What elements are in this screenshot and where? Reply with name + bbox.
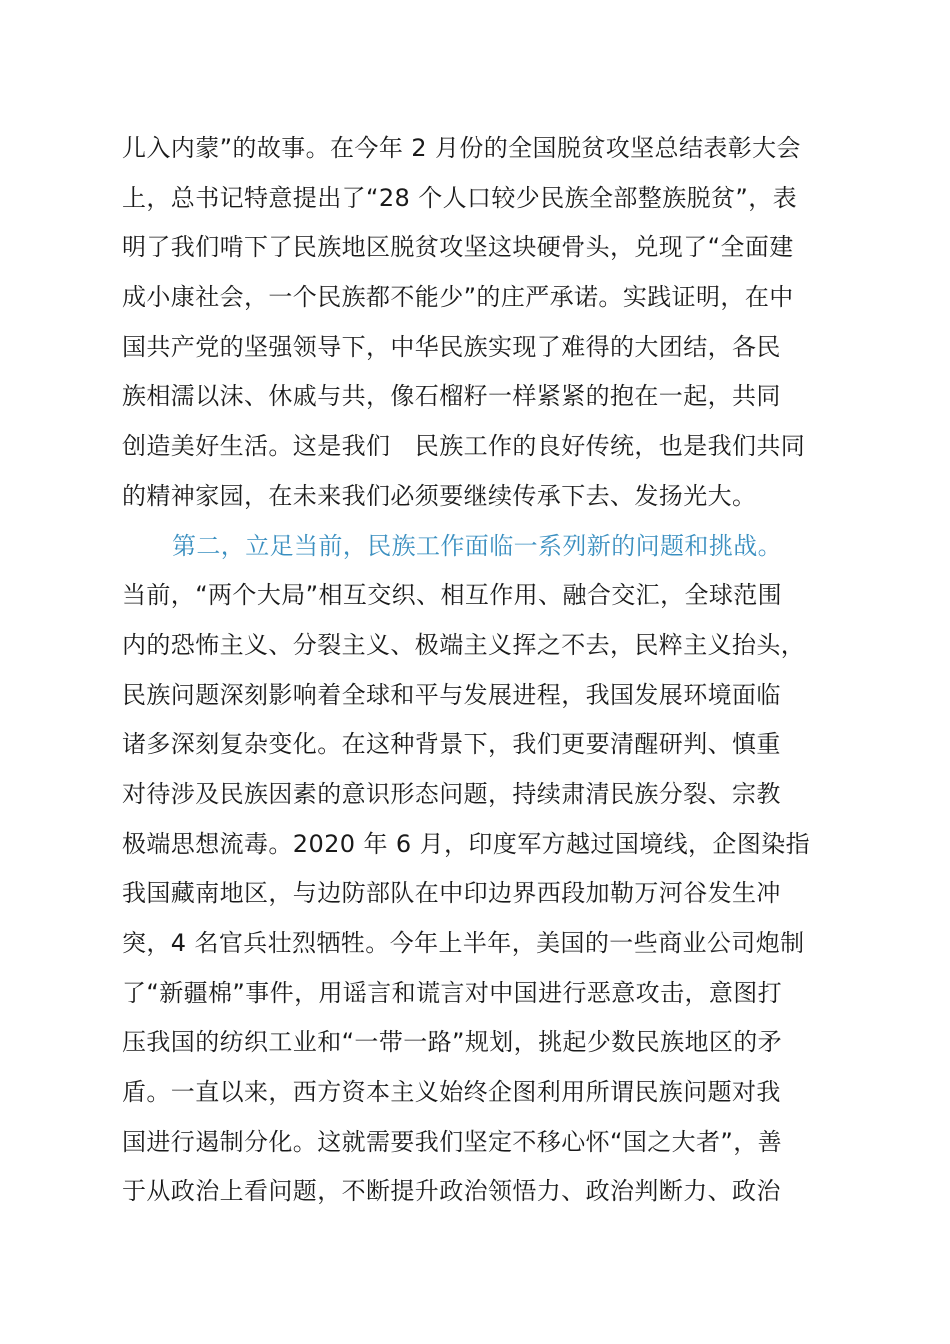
text-line: 压我国的纺织工业和“一带一路”规划，挑起少数民族地区的矛 (122, 1028, 783, 1057)
text-line: 成小康社会，一个民族都不能少”的庄严承诺。实践证明，在中 (122, 283, 794, 312)
text-line: 内的恐怖主义、分裂主义、极端主义挥之不去，民粹主义抬头， (122, 630, 806, 659)
text-line: 族相濡以沫、休戚与共，像石榴籽一样紧紧的抱在一起，共同 (122, 382, 781, 411)
text-line: 国进行遏制分化。这就需要我们坚定不移心怀“国之大者”，善 (122, 1127, 783, 1156)
text-line: 国共产党的坚强领导下，中华民族实现了难得的大团结，各民 (122, 332, 781, 361)
text-line: 突，4 名官兵壮烈牺牲。今年上半年，美国的一些商业公司炮制 (122, 929, 805, 957)
text-line: 儿入内蒙”的故事。在今年 2 月份的全国脱贫攻坚总结表彰大会 (122, 134, 801, 162)
text-line: 对待涉及民族因素的意识形态问题，持续肃清民族分裂、宗教 (122, 779, 781, 808)
text-line: 创造美好生活。这是我们 民族工作的良好传统，也是我们共同 (122, 432, 806, 461)
text-line: 了“新疆棉”事件，用谣言和谎言对中国进行恶意攻击，意图打 (122, 978, 783, 1007)
text-line: 明了我们啃下了民族地区脱贫攻坚这块硬骨头，兑现了“全面建 (122, 233, 794, 262)
text-line: 当前，“两个大局”相互交织、相互作用、融合交汇，全球范围 (122, 581, 783, 610)
text-line: 极端思想流毒。2020 年 6 月，印度军方越过国境线，企图染指 (122, 829, 811, 858)
text-line: 盾。一直以来，西方资本主义始终企图利用所谓民族问题对我 (122, 1078, 781, 1107)
text-line: 我国藏南地区，与边防部队在中印边界西段加勒万河谷发生冲 (122, 879, 781, 908)
text-line: 诸多深刻复杂变化。在这种背景下，我们更要清醒研判、慎重 (122, 730, 781, 759)
text-line: 的精神家园，在未来我们必须要继续传承下去、发扬光大。 (122, 481, 757, 510)
text-line: 民族问题深刻影响着全球和平与发展进程，我国发展环境面临 (122, 680, 781, 709)
text-line: 于从政治上看问题，不断提升政治领悟力、政治判断力、政治 (122, 1177, 781, 1206)
document-body (122, 124, 862, 1217)
text-line: 上，总书记特意提出了“28 个人口较少民族全部整族脱贫”，表 (122, 183, 798, 212)
section-heading: 第二，立足当前，民族工作面临一系列新的问题和挑战。 (172, 531, 782, 560)
